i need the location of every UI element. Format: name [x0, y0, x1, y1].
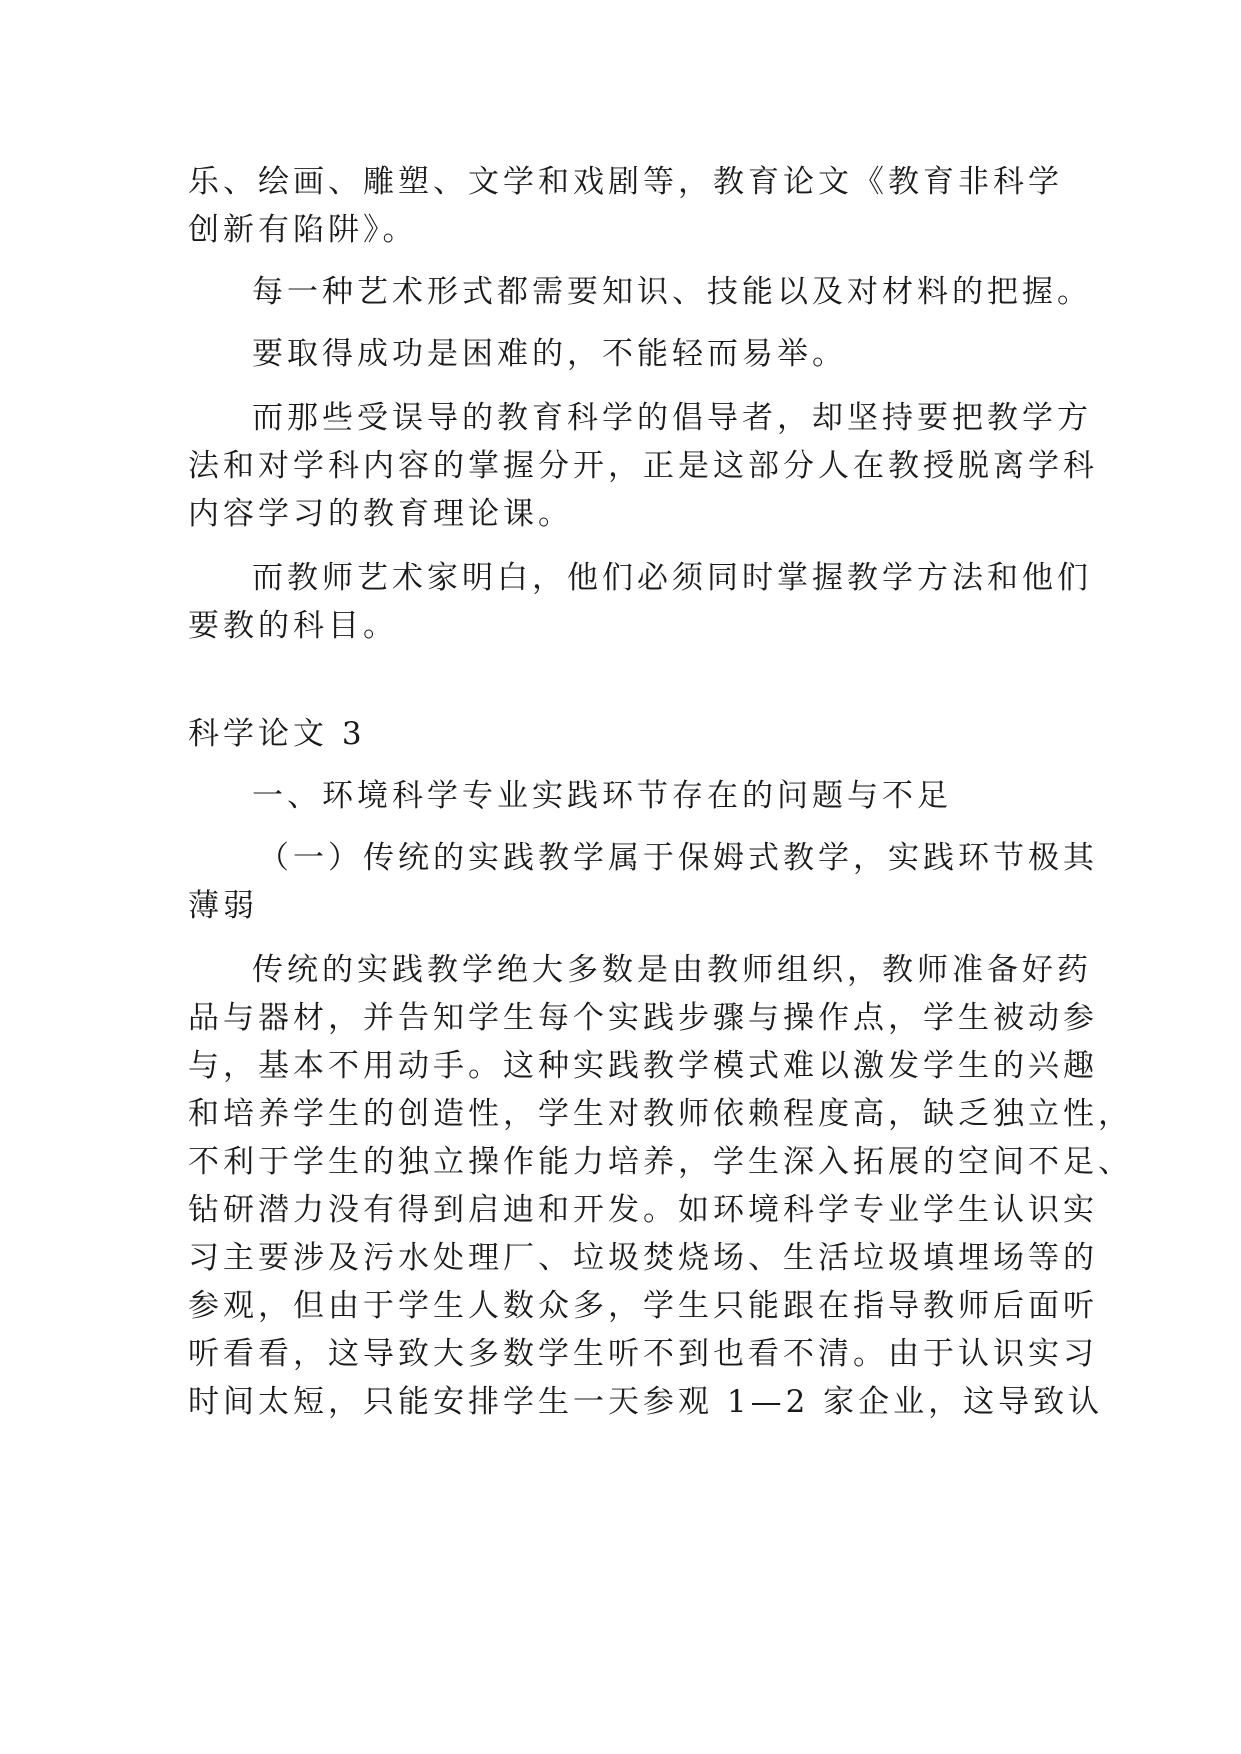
text-line: 而教师艺术家明白，他们必须同时掌握教学方法和他们	[252, 560, 1092, 596]
text-line: 品与器材，并告知学生每个实践步骤与操作点，学生被动参	[188, 1000, 1098, 1036]
paragraph	[188, 946, 1133, 1426]
heading-level-2	[188, 834, 1098, 930]
paragraph	[188, 394, 1098, 538]
section-title	[188, 710, 1050, 758]
section-title-text: 科学论文 3	[188, 716, 366, 752]
heading-text: （一）传统的实践教学属于保姆式教学，实践环节极其	[258, 840, 1098, 876]
text-line: 乐、绘画、雕塑、文学和戏剧等，教育论文《教育非科学	[188, 164, 1063, 200]
text-line: 钻研潜力没有得到启迪和开发。如环境科学专业学生认识实	[188, 1192, 1098, 1228]
text-line: 要取得成功是困难的，不能轻而易举。	[252, 336, 847, 372]
text-line: 时间太短，只能安排学生一天参观 1—2 家企业，这导致认	[188, 1384, 1104, 1420]
document-body	[188, 158, 1133, 1426]
text-line: 而那些受误导的教育科学的倡导者，却坚持要把教学方	[252, 400, 1092, 436]
text-line: 听看看，这导致大多数学生听不到也看不清。由于认识实习	[188, 1336, 1098, 1372]
text-line: 与，基本不用动手。这种实践教学模式难以激发学生的兴趣	[188, 1048, 1098, 1084]
text-line: 不利于学生的独立操作能力培养，学生深入拓展的空间不足、	[188, 1144, 1133, 1180]
heading-level-1	[188, 772, 1050, 820]
text-line: 和培养学生的创造性，学生对教师依赖程度高，缺乏独立性，	[188, 1096, 1133, 1132]
text-line: 每一种艺术形式都需要知识、技能以及对材料的把握。	[252, 274, 1092, 310]
text-line: 内容学习的教育理论课。	[188, 496, 573, 532]
text-line: 传统的实践教学绝大多数是由教师组织，教师准备好药	[252, 952, 1092, 988]
text-line: 习主要涉及污水处理厂、垃圾焚烧场、生活垃圾填埋场等的	[188, 1240, 1098, 1276]
text-line: 法和对学科内容的掌握分开，正是这部分人在教授脱离学科	[188, 448, 1098, 484]
text-line: 要教的科目。	[188, 608, 398, 644]
text-line: 创新有陷阱》。	[188, 212, 418, 248]
paragraph	[188, 554, 1092, 650]
heading-text: 一、环境科学专业实践环节存在的问题与不足	[252, 778, 952, 814]
paragraph-continuation	[188, 158, 1063, 254]
paragraph	[188, 330, 1050, 378]
heading-text: 薄弱	[188, 888, 258, 924]
text-line: 参观，但由于学生人数众多，学生只能跟在指导教师后面听	[188, 1288, 1098, 1324]
paragraph	[188, 268, 1092, 316]
